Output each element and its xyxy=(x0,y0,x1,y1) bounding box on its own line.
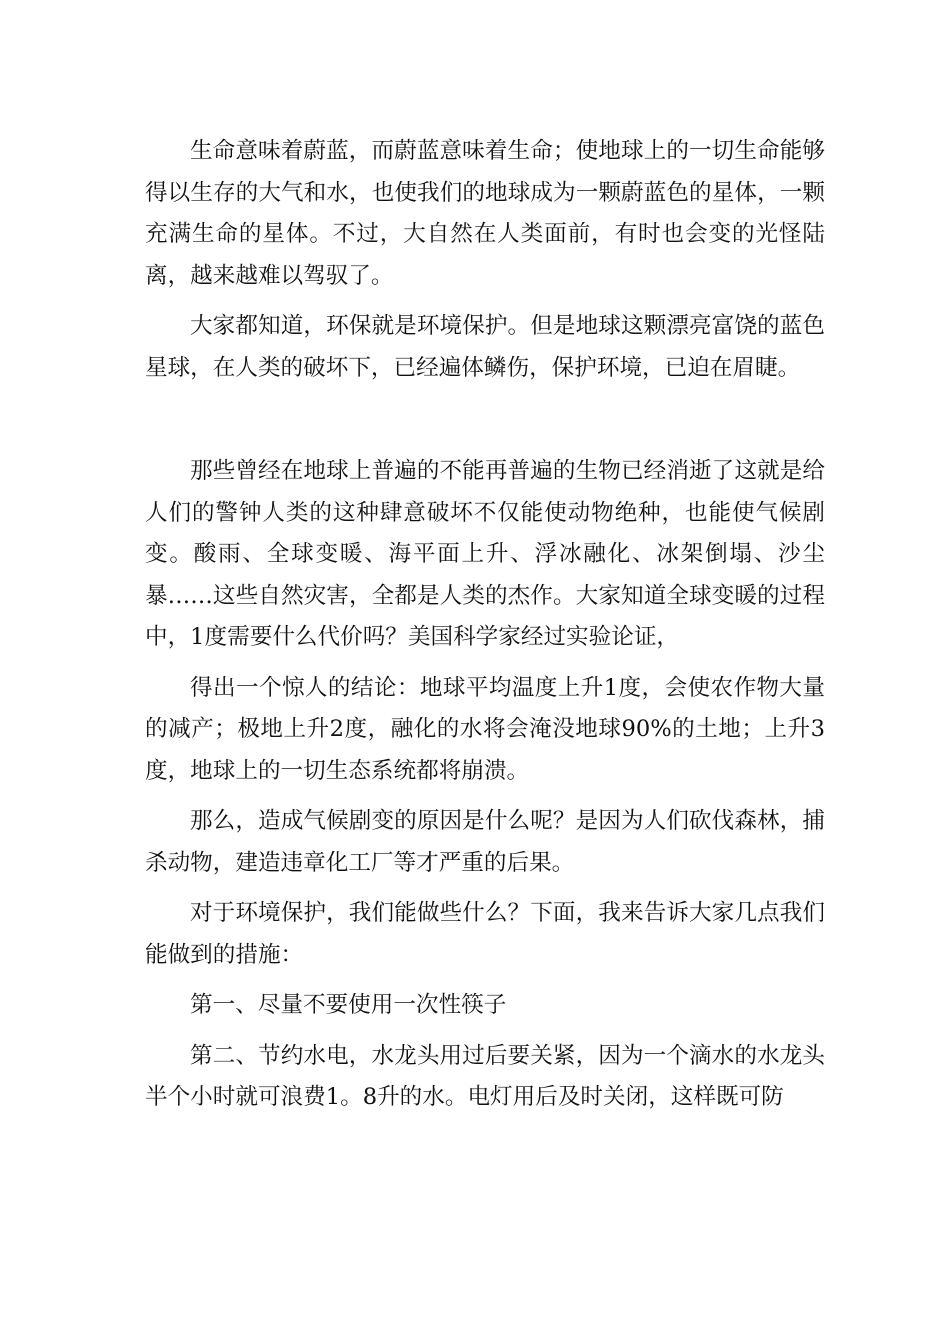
paragraph-measure-one: 第一、尽量不要使用一次性筷子 xyxy=(190,992,507,1018)
paragraph-what-we-can-do: 对于环境保护，我们能做些什么？下面，我来告诉大家几点我们能做到的措施： xyxy=(145,900,825,968)
paragraph-temperature-conclusion: 得出一个惊人的结论：地球平均温度上升1度，会使农作物大量的减产；极地上升2度，融化的水将会淹没地球90%的土地；上升3度，地球上的一切生态系统都将崩溃。 xyxy=(145,674,825,784)
paragraph-environment-protection: 大家都知道，环保就是环境保护。但是地球这颗漂亮富饶的蓝色星球，在人类的破坏下，已经遍体鳞伤，保护环境，已迫在眉睫。 xyxy=(145,313,825,381)
paragraph-climate-cause: 那么，造成气候剧变的原因是什么呢？是因为人们砍伐森林，捕杀动物，建造违章化工厂等才严重的后果。 xyxy=(145,808,825,876)
paragraph-intro: 生命意味着蔚蓝，而蔚蓝意味着生命；使地球上的一切生命能够得以生存的大气和水，也使我们的地球成为一颗蔚蓝色的星体，一颗充满生命的星体。不过，大自然在人类面前，有时也会变的光怪陆离，越来越难以驾驭了。 xyxy=(145,138,825,289)
paragraph-extinct-species: 那些曾经在地球上普遍的不能再普遍的生物已经消逝了这就是给人们的警钟人类的这种肆意破坏不仅能使动物绝种，也能使气候剧变。酸雨、全球变暖、海平面上升、浮冰融化、冰架倒塌、沙尘暴……这些自然灾害，全都是人类的杰作。大家知道全球变暖的过程中，1度需要什么代价吗？美国科学家经过实验论证， xyxy=(145,458,825,650)
document-body xyxy=(145,131,825,1128)
paragraph-measure-two: 第二、节约水电，水龙头用过后要关紧，因为一个滴水的水龙头半个小时就可浪费1。8升的水。电灯用后及时关闭，这样既可防 xyxy=(145,1042,825,1110)
